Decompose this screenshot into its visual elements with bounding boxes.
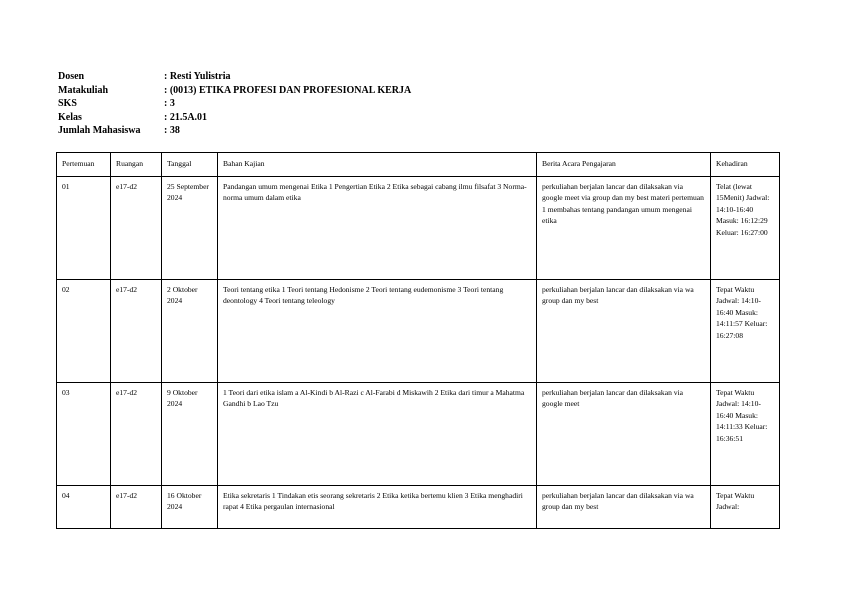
sks-value: : 3	[164, 98, 175, 109]
cell-bahan-kajian: Teori tentang etika 1 Teori tentang Hedonisme 2 Teori tentang eudemonisme 3 Teori tentang deontology 4 Teori tentang teleology	[218, 280, 537, 383]
cell-bahan-kajian: Etika sekretaris 1 Tindakan etis seorang sekretaris 2 Etika ketika bertemu klien 3 Etika menghadiri rapat 4 Etika pergaulan internasional	[218, 486, 537, 529]
sks-label: SKS	[58, 98, 77, 109]
cell-bahan-kajian: 1 Teori dari etika islam a Al-Kindi b Al-Razi c Al-Farabi d Miskawih 2 Etika dari timur a Mahatma Gandhi b Lao Tzu	[218, 383, 537, 486]
cell-kehadiran: Tepat Waktu Jadwal: 14:10-16:40 Masuk: 14:11:57 Keluar: 16:27:08	[711, 280, 780, 383]
dosen-label: Dosen	[58, 71, 85, 82]
cell-kehadiran: Tepat Waktu Jadwal:	[711, 486, 780, 529]
info-row-dosen	[58, 70, 411, 84]
cell-ruangan: e17-d2	[111, 486, 162, 529]
cell-tanggal: 2 Oktober 2024	[162, 280, 218, 383]
table-row	[57, 383, 780, 486]
attendance-table	[56, 152, 780, 529]
info-row-jumlah	[58, 124, 411, 138]
cell-berita-acara: perkuliahan berjalan lancar dan dilaksakan via wa group dan my best	[537, 486, 711, 529]
table-row	[57, 280, 780, 383]
table-header-row	[57, 153, 780, 177]
cell-bahan-kajian: Pandangan umum mengenai Etika 1 Pengertian Etika 2 Etika sebagai cabang ilmu filsafat 3 Norma-norma umum dalam etika	[218, 177, 537, 280]
jumlah-value: : 38	[164, 125, 180, 136]
cell-tanggal: 25 September 2024	[162, 177, 218, 280]
info-row-kelas	[58, 111, 411, 125]
cell-kehadiran: Telat (lewat 15Menit) Jadwal: 14:10-16:40 Masuk: 16:12:29 Keluar: 16:27:00	[711, 177, 780, 280]
table-row	[57, 486, 780, 529]
cell-pertemuan: 04	[57, 486, 111, 529]
cell-tanggal: 16 Oktober 2024	[162, 486, 218, 529]
cell-tanggal: 9 Oktober 2024	[162, 383, 218, 486]
header-tanggal: Tanggal	[162, 153, 218, 177]
header-ruangan: Ruangan	[111, 153, 162, 177]
cell-ruangan: e17-d2	[111, 280, 162, 383]
table-row	[57, 177, 780, 280]
cell-berita-acara: perkuliahan berjalan lancar dan dilaksakan via google meet	[537, 383, 711, 486]
dosen-value: : Resti Yulistria	[164, 71, 231, 82]
cell-pertemuan: 03	[57, 383, 111, 486]
info-row-sks	[58, 97, 411, 111]
header-pertemuan: Pertemuan	[57, 153, 111, 177]
header-berita-acara: Berita Acara Pengajaran	[537, 153, 711, 177]
matakuliah-label: Matakuliah	[58, 84, 109, 96]
cell-kehadiran: Tepat Waktu Jadwal: 14:10-16:40 Masuk: 14:11:33 Keluar: 16:36:51	[711, 383, 780, 486]
cell-pertemuan: 01	[57, 177, 111, 280]
matakuliah-value: : (0013) ETIKA PROFESI DAN PROFESIONAL KERJA	[164, 84, 412, 96]
cell-pertemuan: 02	[57, 280, 111, 383]
header-bahan-kajian: Bahan Kajian	[218, 153, 537, 177]
cell-berita-acara: perkuliahan berjalan lancar dan dilaksakan via google meet via group dan my best materi pertemuan 1 membahas tentang pandangan umum mengenai etika	[537, 177, 711, 280]
jumlah-label: Jumlah Mahasiswa	[58, 125, 141, 136]
kelas-label: Kelas	[58, 111, 82, 123]
cell-berita-acara: perkuliahan berjalan lancar dan dilaksakan via wa group dan my best	[537, 280, 711, 383]
header-kehadiran: Kehadiran	[711, 153, 780, 177]
cell-ruangan: e17-d2	[111, 383, 162, 486]
info-row-matakuliah	[58, 84, 411, 98]
kelas-value: : 21.5A.01	[164, 111, 208, 123]
course-info	[58, 70, 411, 138]
cell-ruangan: e17-d2	[111, 177, 162, 280]
